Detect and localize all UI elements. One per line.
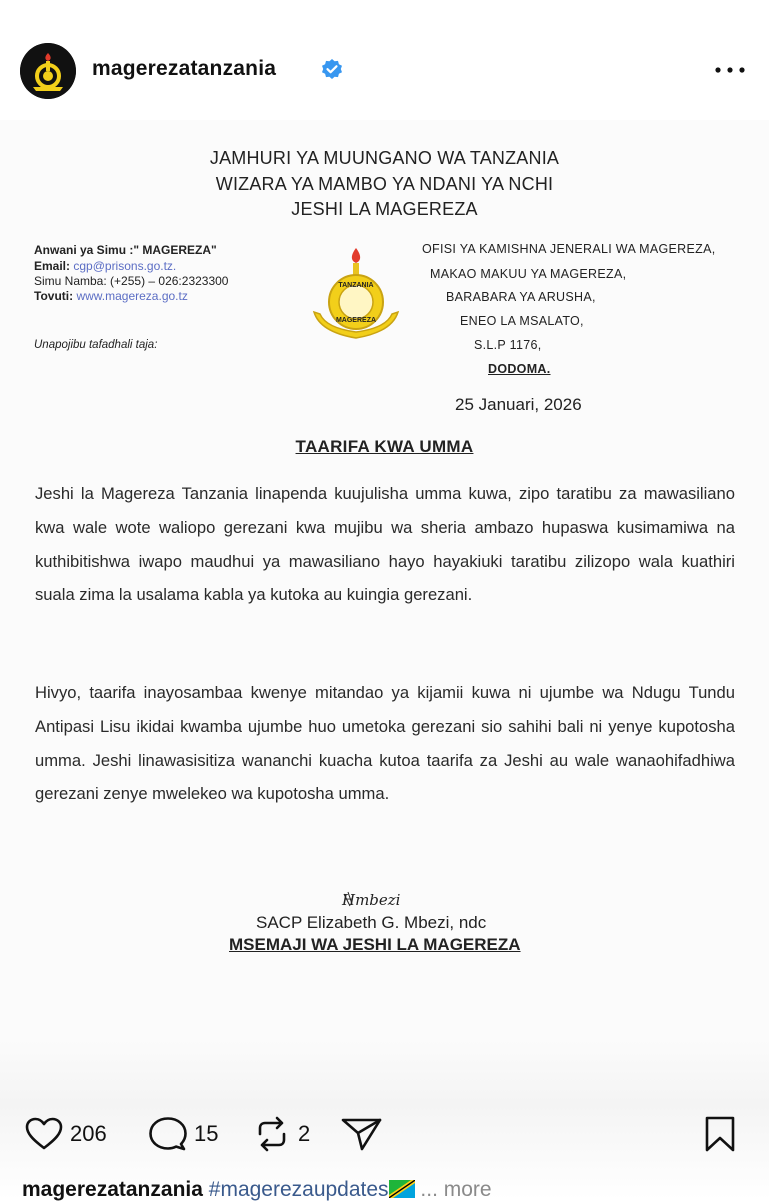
office-address-line-3: BARABARA YA ARUSHA, [446,290,596,304]
document-paragraph-1: Jeshi la Magereza Tanzania linapenda kuujulisha umma kuwa, zipo taratibu za mawasiliano kwa wale wote waliopo gerezani kwa mujibu wa sheria ambazo hupaswa kusimamiwa na kuthibitishwa iwapo maudhui ya mawasiliano hayo hayakiuki taratibu zilizopo wala kuathiri suala zima la usalama kabla ya kutoka au kuingia gerezani. [35,484,735,605]
contact-phone-value: (+255) – 026:2323300 [110,274,229,288]
heart-icon [24,1117,64,1151]
contact-website-value: www.magereza.go.tz [76,289,188,303]
repost-icon [252,1116,292,1152]
comment-button[interactable] [148,1116,218,1152]
office-address-line-5: S.L.P 1176, [474,338,542,352]
prisons-emblem-logo [308,246,404,350]
office-address-line-4: ENEO LA MSALATO, [460,314,584,328]
handwritten-signature [340,888,420,912]
like-button[interactable] [24,1116,107,1152]
contact-email [34,259,176,273]
like-count: 206 [70,1121,107,1146]
save-button[interactable] [702,1116,738,1152]
signer-role: MSEMAJI WA JESHI LA MAGEREZA [229,935,521,954]
contact-phone-address-label: Anwani ya Simu : [34,243,134,257]
contact-email-label: Email: [34,259,71,273]
comment-count: 15 [194,1121,219,1146]
more-options-icon[interactable] [712,58,748,82]
contact-phone [34,274,228,288]
bookmark-icon [702,1115,738,1153]
bottom-fade [0,1040,769,1200]
document-title: TAARIFA KWA UMMA [295,437,474,456]
contact-phone-address-value: " MAGEREZA" [133,243,217,257]
caption-username[interactable]: magerezatanzania [22,1178,203,1201]
signer-name: SACP Elizabeth G. Mbezi, ndc [256,913,487,932]
repost-button[interactable] [252,1116,310,1152]
office-address-line-2: MAKAO MAKUU YA MAGEREZA, [430,267,627,281]
signature-text: Hmbezi [342,891,401,909]
doc-header-line-2: WIZARA YA MAMBO YA NDANI YA NCHI [215,174,554,194]
contact-email-value: cgp@prisons.go.tz. [73,259,177,273]
post-username[interactable]: magerezatanzania [92,57,277,80]
document-date: 25 Januari, 2026 [455,395,582,414]
emblem-text-bottom: MAGEREZA [335,317,377,324]
caption-more-link[interactable]: ... more [420,1178,492,1201]
caption-hashtag[interactable]: #magerezaupdates [208,1178,389,1201]
doc-header-line-3: JESHI LA MAGEREZA [291,199,478,219]
document-paragraph-2: Hivyo, taarifa inayosambaa kwenye mitandao ya kijamii kuwa ni ujumbe wa Ndugu Tundu Antipasi Lisu ikidai kwamba ujumbe huo umetoka gerezani sio sahihi bali ni yenye kupotosha umma. Jeshi linawasisitiza wananchi kuacha kutoa taarifa za Jeshi au wale wanaohifadhiwa gerezani zenye mwelekeo wa kupotosha umma. [35,683,735,804]
verified-badge-icon [320,58,344,82]
contact-website [34,289,188,303]
prisons-emblem-icon [20,43,76,99]
post-caption [22,1178,492,1202]
share-button[interactable] [340,1116,384,1152]
comment-icon [148,1116,188,1152]
profile-avatar[interactable] [20,43,76,99]
contact-phone-label: Simu Namba: [34,274,107,288]
tanzania-flag-icon [389,1180,415,1198]
reply-note: Unapojibu tafadhali taja: [34,339,158,351]
contact-phone-address [34,243,217,257]
send-icon [340,1116,384,1152]
office-address-city: DODOMA. [488,362,551,376]
doc-header-line-1: JAMHURI YA MUUNGANO WA TANZANIA [209,148,560,168]
office-address-line-1: OFISI YA KAMISHNA JENERALI WA MAGEREZA, [422,242,716,256]
contact-website-label: Tovuti: [34,289,74,303]
emblem-text-top: TANZANIA [338,282,374,289]
post-header [0,0,769,120]
repost-count: 2 [298,1121,311,1146]
